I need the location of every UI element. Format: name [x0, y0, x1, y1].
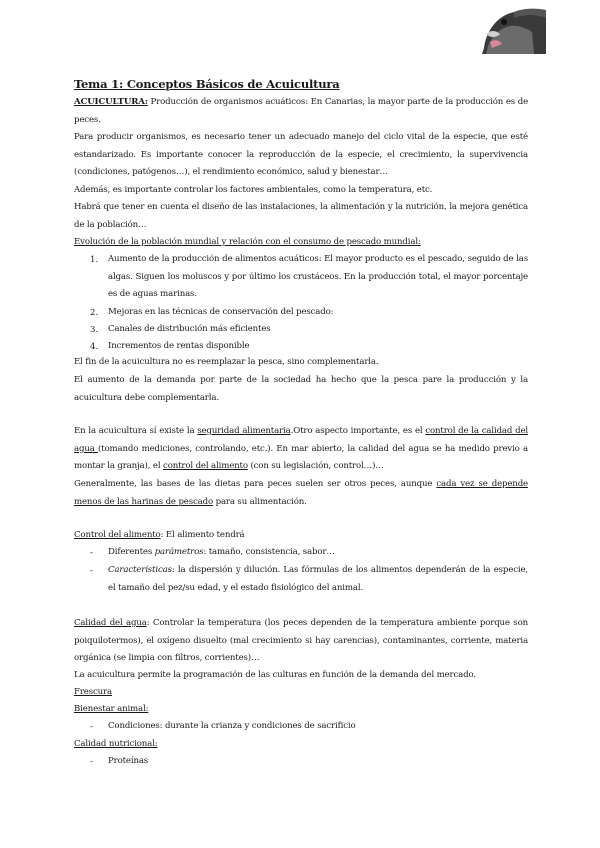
control-item-italic: Características: [108, 565, 172, 575]
para-fin-acuicultura: El fin de la acuicultura no es reemplazar la pesca, sino complementarla.: [74, 357, 379, 367]
seguridad-link: seguridad alimentaria: [197, 426, 291, 436]
dietas-text-c: para su alimentación.: [213, 496, 307, 507]
frescura-heading: Frescura: [74, 687, 112, 697]
water-heading: Calidad del agua: [74, 618, 147, 628]
list-number: 3.: [90, 325, 99, 335]
dash-bullet: -: [90, 566, 93, 576]
control-item: [108, 544, 528, 562]
bienestar-heading: Bienestar animal:: [74, 704, 149, 714]
list-item: Mejoras en las técnicas de conservación del pescado:: [108, 307, 334, 317]
para-instalaciones: Habrá que tener en cuenta el diseño de las instalaciones, la alimentación y la nutrición, la mejora genética de la población…: [74, 202, 528, 230]
list-item: Aumento de la producción de alimentos acuáticos: El mayor producto es el pescado, seguido de las algas. Siguen los moluscos y por último los crustáceos. En la producción total, el mayor porcentaje es de aguas marinas.: [108, 254, 528, 300]
dietas-text-a: Generalmente, las bases de las dietas para peces suelen ser otros peces, aunque: [74, 479, 437, 489]
seg-text-c: .Otro aspecto importante, es el: [290, 426, 426, 436]
control-item-rest: : la dispersión y dilución. Las fórmulas de los alimentos dependerán de la especie, el tamaño del pez/su edad, y el estado fisiológico del animal.: [108, 565, 528, 593]
evolution-heading: Evolución de la población mundial y relación con el consumo de pescado mundial:: [74, 237, 421, 247]
list-number: 4.: [90, 342, 99, 352]
control-item-italic: parámetros: [154, 547, 204, 557]
calidad-nutricional-heading: Calidad nutricional:: [74, 739, 158, 749]
para-control-alimento: [74, 527, 528, 545]
seg-text-g: (con su legislación, control…)…: [247, 461, 384, 472]
control-text: : El alimento tendrá: [160, 530, 245, 540]
acuicultura-label: ACUICULTURA:: [74, 97, 148, 107]
seg-text-a: En la acuicultura sí existe la: [74, 426, 198, 436]
control-heading: Control del alimento: [74, 530, 161, 540]
dash-bullet: -: [90, 722, 93, 732]
para-demanda: El aumento de la demanda por parte de la sociedad ha hecho que la pesca pare la producción y la acuicultura debe complementarla.: [74, 375, 528, 403]
para-acuicultura: [74, 94, 528, 129]
list-item: Canales de distribución más eficientes: [108, 324, 271, 334]
control-item-rest: : tamaño, consistencia, sabor…: [203, 547, 335, 557]
control-item-label: Diferentes: [108, 547, 155, 557]
para-calidad-agua: [74, 615, 528, 668]
control-item: [108, 562, 528, 597]
calidad-agua-link: control de la calidad del agua: [74, 426, 528, 454]
dash-bullet: -: [90, 548, 93, 558]
list-item: Incrementos de rentas disponible: [108, 341, 250, 351]
fish-image: [474, 4, 546, 54]
para-factores: Además, es importante controlar los factores ambientales, como la temperatura, etc.: [74, 185, 433, 195]
acuicultura-text: Producción de organismos acuáticos: En Canarias, la mayor parte de la producción es de peces.: [74, 97, 528, 125]
para-dietas: [74, 476, 528, 511]
para-organismos: Para producir organismos, es necesario tener un adecuado manejo del ciclo vital de la especie, que esté estandarizado. Es importante conocer la reproducción de la especie, el crecimiento, la supervivencia (condiciones, patógenos…), el rendimiento económico, salud y bienestar…: [74, 132, 528, 178]
para-seguridad: [74, 423, 528, 476]
page-title: Tema 1: Conceptos Básicos de Acuicultura: [74, 77, 340, 91]
list-number: 2.: [90, 308, 99, 318]
harinas-link: cada vez se depende menos de las harinas de pescado: [74, 479, 528, 507]
list-number: 1.: [90, 255, 99, 265]
para-programacion: La acuicultura permite la programación de las culturas en función de la demanda del mercado.: [74, 670, 476, 680]
dash-bullet: -: [90, 757, 93, 767]
control-alimento-link: control del alimento: [163, 461, 248, 472]
bienestar-item: Condiciones: durante la crianza y condiciones de sacrificio: [108, 721, 356, 731]
seg-text-e: (tomando mediciones, controlando, etc.). En mar abierto, la calidad del agua se ha medido previo a montar la granja), el: [74, 443, 528, 472]
calidad-item: Proteínas: [108, 756, 149, 766]
water-text: : Controlar la temperatura (los peces dependen de la temperatura ambiente porque son poiquilotermos), el oxígeno disuelto (mal crecimiento si hay carencias), contaminantes, corriente, materia orgánica (se limpia con filtros, corrientes)…: [74, 618, 528, 664]
